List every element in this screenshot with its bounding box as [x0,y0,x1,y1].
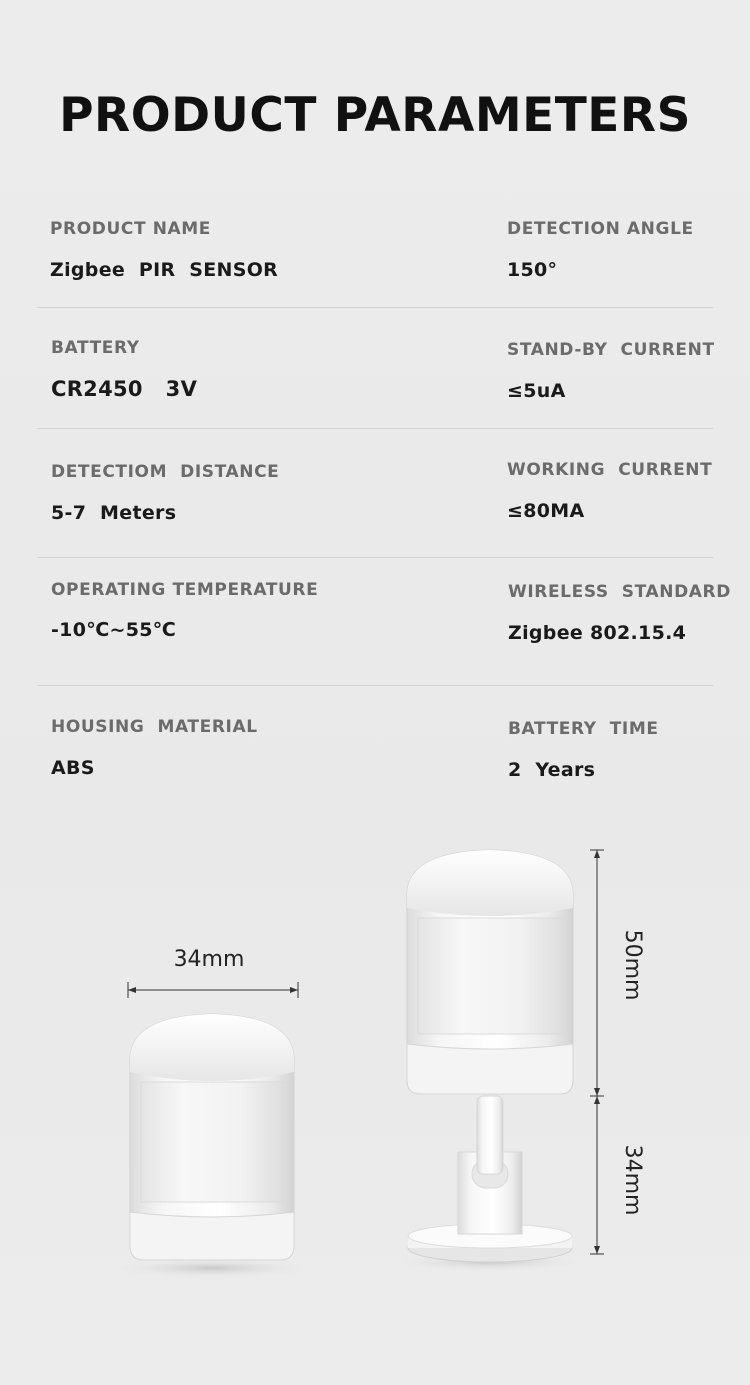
battery-time-value: 2 Years [508,759,596,781]
battery-time-label: BATTERY TIME [508,719,659,739]
battery-value: CR2450 3V [51,377,198,401]
stand-height-label: 34mm [620,1144,645,1216]
detection-distance-value: 5-7 Meters [51,502,177,524]
housing-material-value: ABS [51,757,95,779]
standby-current-label: STAND-BY CURRENT [507,340,715,360]
working-current-value: ≤80MA [507,500,585,522]
battery-label: BATTERY [51,338,140,358]
detection-angle-label: DETECTION ANGLE [507,219,694,239]
housing-material-label: HOUSING MATERIAL [51,717,258,737]
width-label: 34mm [173,947,245,972]
sensor-with-stand [395,850,585,1271]
sensor-small [112,1014,312,1278]
standby-current-value: ≤5uA [507,380,566,402]
operating-temperature-label: OPERATING TEMPERATURE [51,580,319,600]
width-dimension [128,982,298,998]
detection-angle-value: 150° [507,259,558,281]
detection-distance-label: DETECTIOM DISTANCE [51,462,280,482]
top-height-label: 50mm [620,929,645,1001]
height-dimension [590,850,604,1254]
operating-temperature-value: -10℃~55℃ [51,619,177,641]
product-name-label: PRODUCT NAME [50,219,212,239]
page-title: PRODUCT PARAMETERS [59,88,691,143]
working-current-label: WORKING CURRENT [507,460,713,480]
wireless-standard-label: WIRELESS STANDARD [508,582,731,602]
product-name-value: Zigbee PIR SENSOR [50,259,279,281]
wireless-standard-value: Zigbee 802.15.4 [508,622,687,644]
